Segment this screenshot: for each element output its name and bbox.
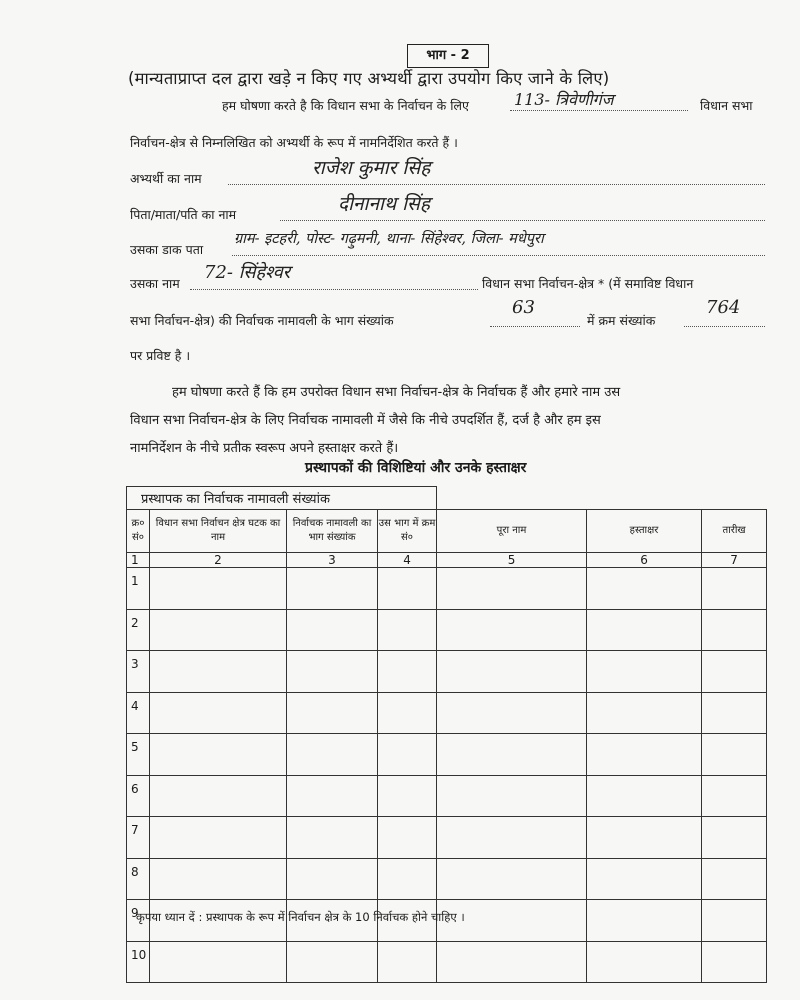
table-cell[interactable]	[150, 817, 287, 859]
declaration-prefix: हम घोषणा करते है कि विधान सभा के निर्वाचन के लिए	[222, 98, 469, 113]
table-cell[interactable]	[437, 609, 587, 651]
row-serial: 9	[127, 900, 150, 942]
table-cell[interactable]	[702, 858, 767, 900]
declaration-suffix: विधान सभा	[700, 98, 753, 113]
table-cell[interactable]	[287, 734, 378, 776]
entered-label: पर प्रविष्ट है ।	[130, 348, 191, 363]
constituency-value: 113- त्रिवेणीगंज	[514, 90, 614, 109]
vidhan-sabha-label: विधान सभा निर्वाचन-क्षेत्र * (में समाविष्ट विधान	[482, 276, 694, 291]
table-cell[interactable]	[287, 858, 378, 900]
his-name-value: 72- सिंहेश्वर	[204, 262, 291, 283]
table-cell[interactable]	[437, 651, 587, 693]
col-header-serial: क्र० सं०	[127, 510, 150, 553]
table-title: प्रस्थापकों की विशिष्टियां और उनके हस्ताक्षर	[305, 460, 527, 476]
table-cell[interactable]	[378, 941, 437, 983]
table-cell[interactable]	[287, 568, 378, 610]
row-serial: 4	[127, 692, 150, 734]
table-cell[interactable]	[287, 651, 378, 693]
sabha-label: सभा निर्वाचन-क्षेत्र) की निर्वाचक नामावली के भाग संख्यांक	[130, 313, 394, 328]
table-row	[127, 817, 767, 859]
table-header-row	[127, 510, 767, 553]
table-cell[interactable]	[702, 775, 767, 817]
column-number-row	[127, 553, 767, 568]
table-cell[interactable]	[587, 568, 702, 610]
col-number: 5	[437, 553, 587, 568]
table-cell[interactable]	[702, 651, 767, 693]
paragraph-line1: हम घोषणा करते हैं कि हम उपरोक्त विधान सभा निर्वाचन-क्षेत्र के निर्वाचक हैं और हमारे नाम उस	[172, 385, 621, 400]
table-cell[interactable]	[150, 651, 287, 693]
col-header-serial-in-part: उस भाग में क्रम सं०	[378, 510, 437, 553]
table-cell[interactable]	[150, 734, 287, 776]
table-cell[interactable]	[437, 734, 587, 776]
col-number: 7	[702, 553, 767, 568]
declaration-line2: निर्वाचन-क्षेत्र से निम्नलिखित को अभ्यर्थी के रूप में नामनिर्देशित करते हैं ।	[130, 135, 458, 150]
row-serial: 8	[127, 858, 150, 900]
table-row	[127, 692, 767, 734]
table-cell[interactable]	[702, 941, 767, 983]
table-cell[interactable]	[587, 775, 702, 817]
candidate-name-field	[228, 170, 765, 185]
row-serial: 5	[127, 734, 150, 776]
row-serial: 3	[127, 651, 150, 693]
form-subtitle: (मान्यताप्राप्त दल द्वारा खड़े न किए गए अभ्यर्थी द्वारा उपयोग किए जाने के लिए)	[128, 69, 610, 88]
col-header-signature: हस्ताक्षर	[587, 510, 702, 553]
col-number: 6	[587, 553, 702, 568]
table-cell[interactable]	[437, 692, 587, 734]
caption-blank	[437, 487, 767, 510]
table-cell[interactable]	[378, 775, 437, 817]
col-header-full-name: पूरा नाम	[437, 510, 587, 553]
row-serial: 2	[127, 609, 150, 651]
table-cell[interactable]	[587, 651, 702, 693]
father-name-label: पिता/माता/पति का नाम	[130, 207, 237, 222]
table-cell[interactable]	[150, 941, 287, 983]
table-cell[interactable]	[150, 609, 287, 651]
part-number-field	[490, 312, 580, 327]
address-value: ग्राम- इटहरी, पोस्ट- गढ़ुमनी, थाना- सिंहेश्वर, जिला- मधेपुरा	[234, 231, 544, 247]
table-cell[interactable]	[702, 734, 767, 776]
table-cell[interactable]	[150, 568, 287, 610]
table-cell[interactable]	[287, 775, 378, 817]
table-cell[interactable]	[378, 568, 437, 610]
table-row	[127, 775, 767, 817]
address-label: उसका डाक पता	[130, 242, 204, 257]
table-row	[127, 858, 767, 900]
table-cell[interactable]	[378, 817, 437, 859]
table-cell[interactable]	[702, 609, 767, 651]
table-cell[interactable]	[587, 900, 702, 942]
col-number: 2	[150, 553, 287, 568]
serial-label: में क्रम संख्यांक	[587, 313, 656, 328]
col-number: 4	[378, 553, 437, 568]
table-caption: प्रस्थापक का निर्वाचक नामावली संख्यांक	[127, 487, 437, 510]
row-serial: 7	[127, 817, 150, 859]
candidate-name-value: राजेश कुमार सिंह	[312, 157, 431, 179]
table-cell[interactable]	[378, 692, 437, 734]
table-cell[interactable]	[587, 609, 702, 651]
row-serial: 6	[127, 775, 150, 817]
paragraph-line2: विधान सभा निर्वाचन-क्षेत्र के लिए निर्वाचक नामावली में जैसे कि नीचे उपदर्शित हैं, दर्ज है और हम इस	[130, 413, 601, 428]
footer-note: कृपया ध्यान दें : प्रस्थापक के रूप में निर्वाचन क्षेत्र के 10 निर्वाचक होने चाहिए ।	[136, 910, 465, 924]
row-serial: 1	[127, 568, 150, 610]
table-cell[interactable]	[437, 775, 587, 817]
table-cell[interactable]	[150, 858, 287, 900]
table-cell[interactable]	[287, 692, 378, 734]
table-cell[interactable]	[287, 941, 378, 983]
table-cell[interactable]	[437, 858, 587, 900]
table-cell[interactable]	[587, 734, 702, 776]
table-row	[127, 941, 767, 983]
table-cell[interactable]	[378, 734, 437, 776]
table-row	[127, 734, 767, 776]
his-name-label: उसका नाम	[130, 276, 180, 291]
table-row	[127, 568, 767, 610]
part-label: भाग - 2	[407, 44, 489, 68]
table-cell[interactable]	[378, 609, 437, 651]
table-cell[interactable]	[150, 692, 287, 734]
row-serial: 10	[127, 941, 150, 983]
father-name-value: दीनानाथ सिंह	[338, 193, 430, 215]
col-header-part-number: निर्वाचक नामावली का भाग संख्यांक	[287, 510, 378, 553]
table-cell[interactable]	[702, 817, 767, 859]
table-caption-row	[127, 487, 767, 510]
proposers-table	[126, 486, 767, 983]
serial-number-value: 764	[706, 297, 741, 318]
table-cell[interactable]	[150, 775, 287, 817]
table-cell[interactable]	[702, 568, 767, 610]
col-number: 1	[127, 553, 150, 568]
table-cell[interactable]	[587, 858, 702, 900]
col-number: 3	[287, 553, 378, 568]
table-cell[interactable]	[587, 817, 702, 859]
table-cell[interactable]	[378, 858, 437, 900]
table-cell[interactable]	[587, 692, 702, 734]
table-row	[127, 609, 767, 651]
col-header-constituency: विधान सभा निर्वाचन क्षेत्र घटक का नाम	[150, 510, 287, 553]
table-cell[interactable]	[437, 568, 587, 610]
table-cell[interactable]	[587, 941, 702, 983]
table-cell[interactable]	[287, 609, 378, 651]
table-cell[interactable]	[378, 651, 437, 693]
table-cell[interactable]	[437, 941, 587, 983]
table-cell[interactable]	[287, 817, 378, 859]
table-cell[interactable]	[437, 817, 587, 859]
table-cell[interactable]	[702, 692, 767, 734]
table-row	[127, 651, 767, 693]
table-cell[interactable]	[702, 900, 767, 942]
paragraph-line3: नामनिर्देशन के नीचे प्रतीक स्वरूप अपने हस्ताक्षर करते हैं।	[130, 441, 399, 456]
part-number-value: 63	[512, 297, 535, 318]
col-header-date: तारीख	[702, 510, 767, 553]
candidate-name-label: अभ्यर्थी का नाम	[130, 171, 202, 186]
